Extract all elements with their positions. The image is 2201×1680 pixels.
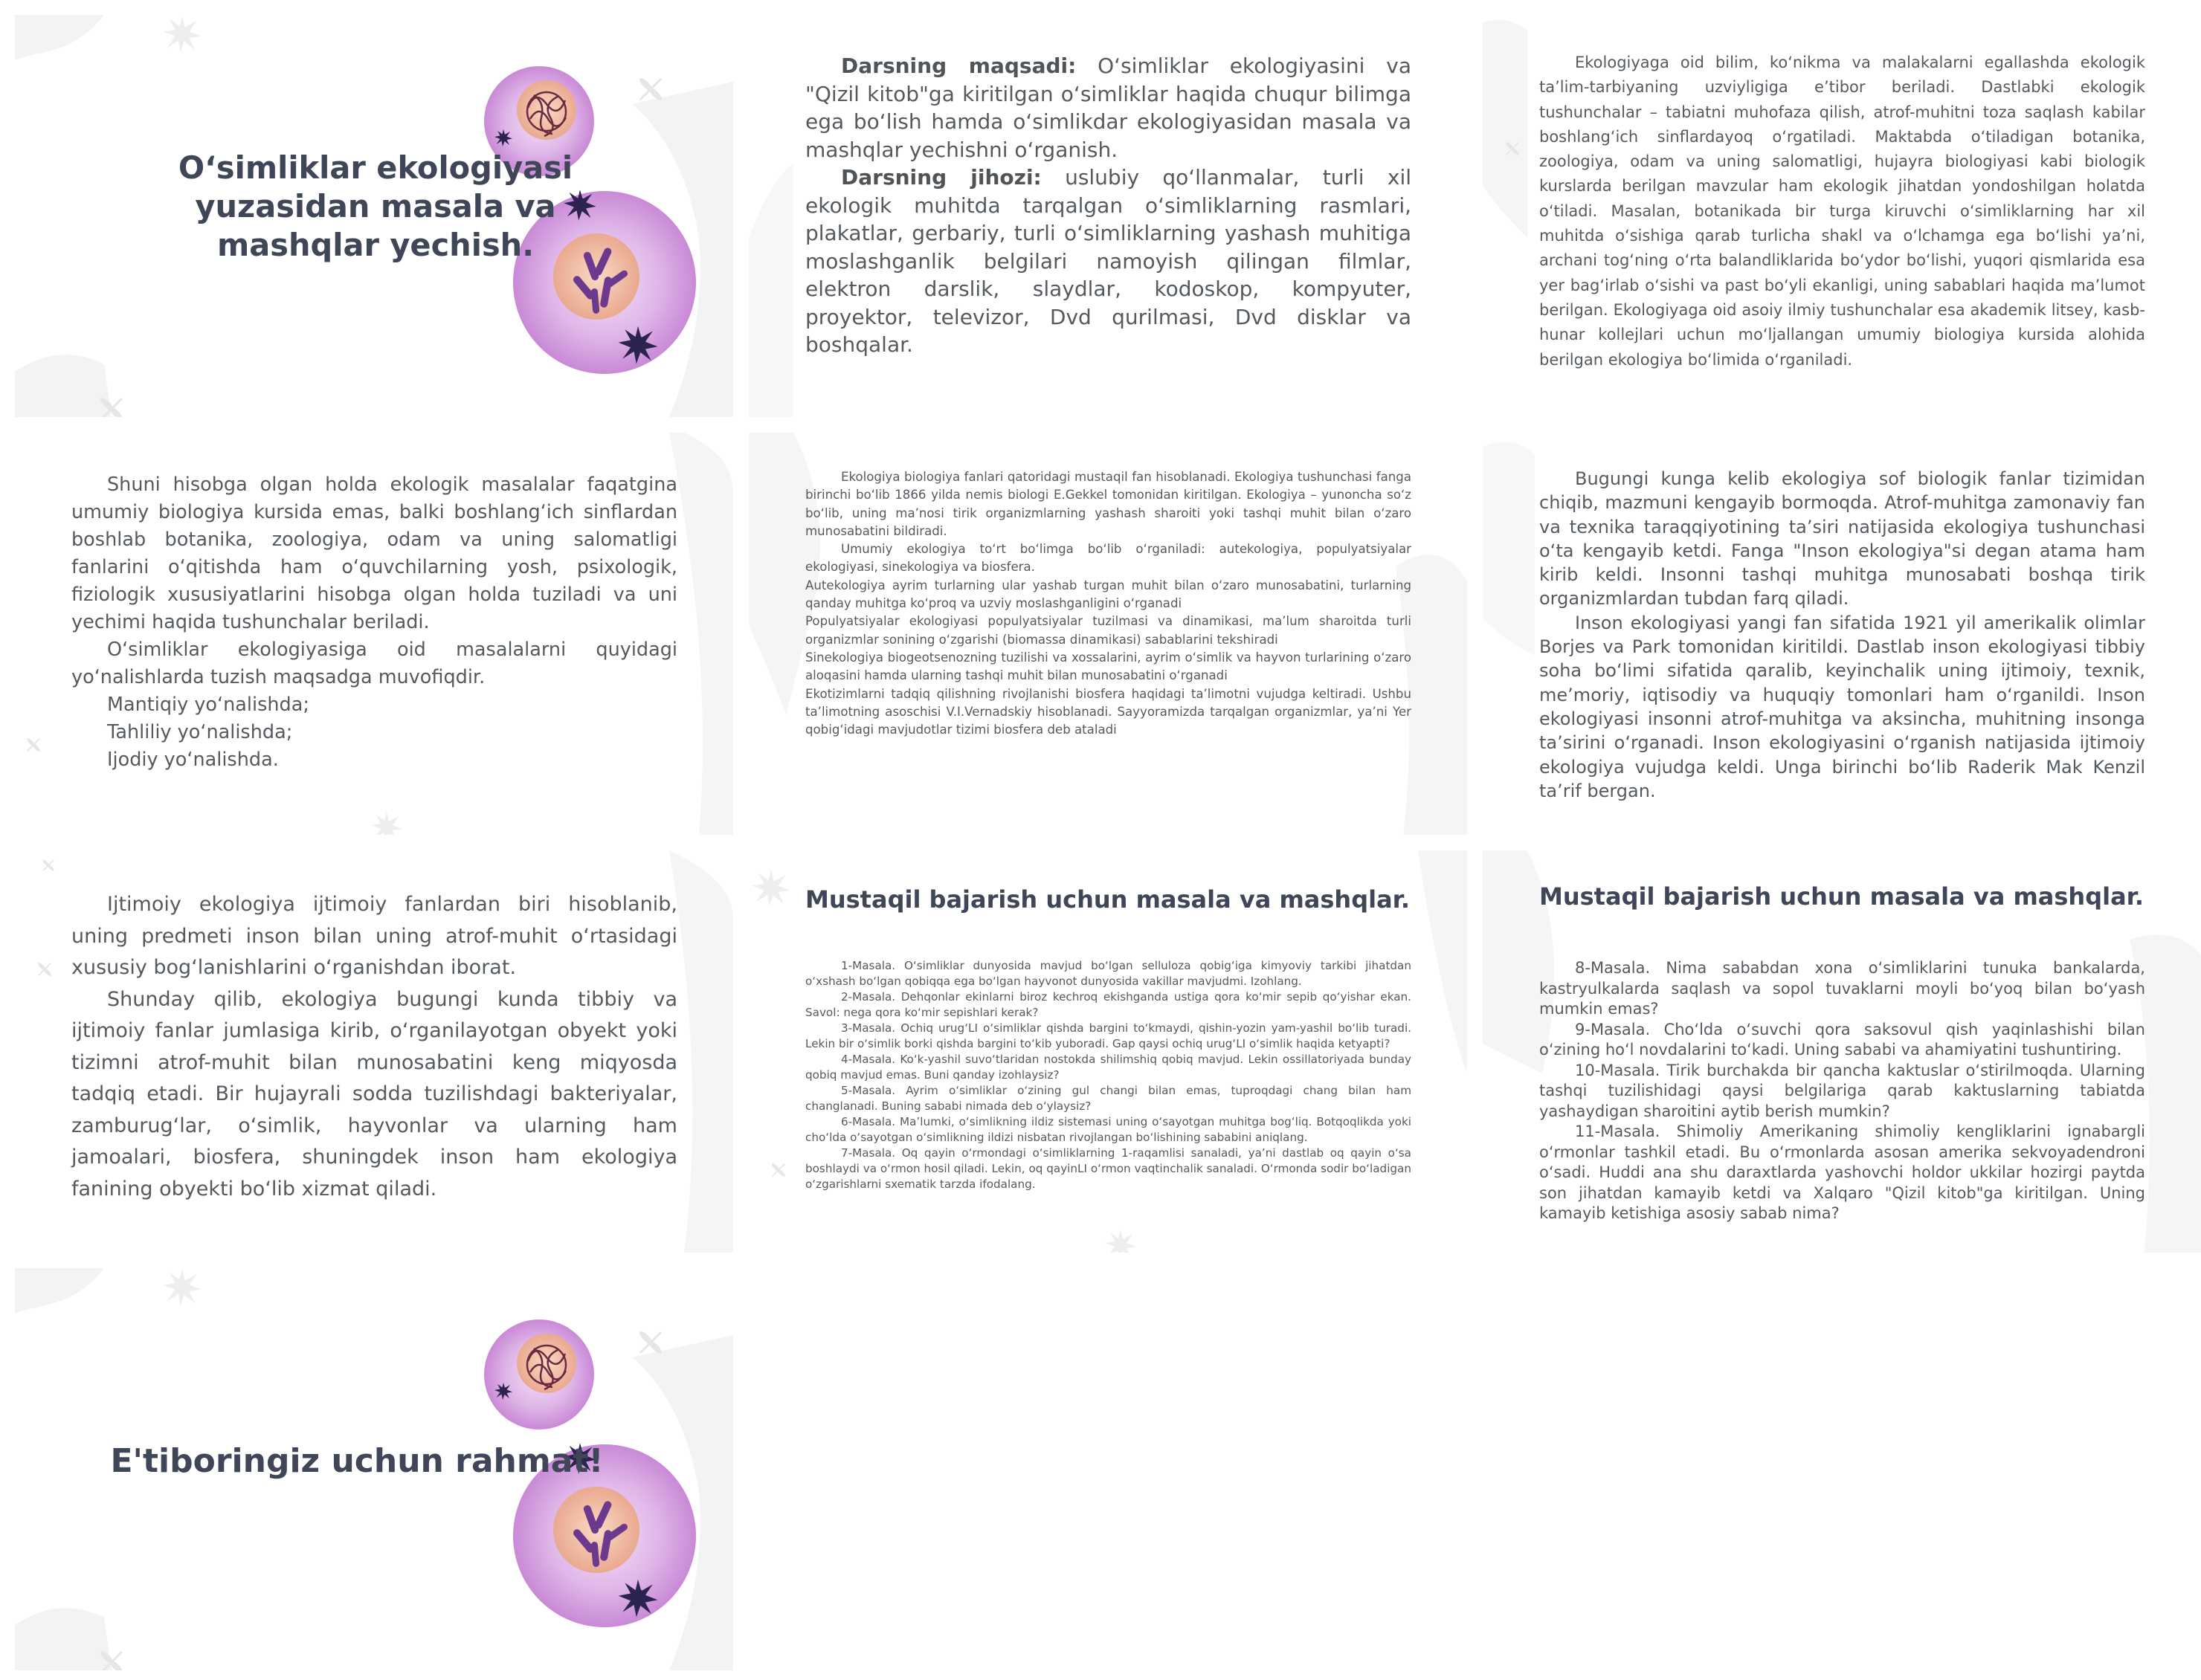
exercise-11: 11-Masala. Shimoliy Amerikaning shimoliy kengliklarini ignabargli o‘rmonlar tashkil etadi. Bu o‘rmonlarda asosan amerika sekvoyadendroni o‘sadi. Huddi ana shu daraxtlarda yashovchi holdor ukkilar hozirgi paytda son jihatdan kamayib ketdi va Xalqaro "Qizil kitob"ga kiritilgan. Uning kamayib ketishiga asosiy sabab nima? [1539, 1122, 2145, 1222]
slide-ecology-branches [749, 433, 1467, 835]
exercise-8: 8-Masala. Nima sababdan xona o‘simliklarini tunuka bankalarda, kastryulkalarda saqlash va sopol tuvaklarni moyli bo‘yoq bilan bo‘yash mumkin emas? [1539, 959, 2145, 1018]
slide-thanks [15, 1268, 733, 1670]
lesson-goal-label: Darsning maqsadi: [841, 54, 1077, 78]
paragraph: Sinekologiya biogeotsenozning tuzilishi va xossalarini, ayrim o‘simlik va hayvon turlarining o‘zaro aloqasini hamda ularning tashqi muhit bilan munosabatini o‘rganadi [805, 650, 1411, 683]
paragraph: Umumiy ekologiya to‘rt bo‘limga bo‘lib o‘rganiladi: autekologiya, populyatsiyalar ekologiyasi, sinekologiya va biosfera. [805, 542, 1411, 575]
exercise-5: 5-Masala. Ayrim o‘simliklar o‘zining gul changi bilan emas, tuproqdagi chang bilan ham changlanadi. Buning sababi nimada deb o‘ylaysiz? [805, 1084, 1411, 1113]
paragraph: Ijtimoiy ekologiya ijtimoiy fanlardan biri hisoblanib, uning predmeti inson bilan uning atrof-muhit o‘rtasidagi xususiy bog‘lanishlarini o‘rganishdan iborat. [71, 893, 677, 979]
slide-title [15, 15, 733, 417]
lesson-equipment [805, 164, 1411, 359]
paragraph: Populyatsiyalar ekologiyasi populyatsiyalar tuzilmasi va dinamikasi, ma’lum sharoitda turli organizmlar sonining o‘zgarishi (biomassa dinamikasi) sabablarini tekshiradi [805, 614, 1411, 647]
exercises-heading: Mustaqil bajarish uchun masala va mashqlar. [1539, 882, 2144, 911]
lesson-equipment-label: Darsning jihozi: [841, 165, 1042, 190]
exercise-4: 4-Masala. Ko‘k-yashil suvo‘tlaridan nostokda shilimshiq qobiq mavjud. Lekin ossillatoriyada bunday qobiq mavjud emas. Buni qanday izohlaysiz? [805, 1053, 1411, 1082]
exercise-9: 9-Masala. Cho‘lda o‘suvchi qora saksovul qish yaqinlashishi bilan o‘zining ho‘l novdalarini to‘kadi. Uning sababi va ahamiyatini tushuntiring. [1539, 1020, 2145, 1059]
direction-logical: Mantiqiy yo‘nalishda; [107, 694, 309, 716]
exercise-7: 7-Masala. Oq qayin o‘rmondagi o‘simliklarning 1-raqamlisi sanaladi, ya’ni dastlab oq qayin o‘sa boshlaydi va o‘rmon hosil qiladi. Lekin, oq qayinLI o‘rmon vaqtinchalik sanaladi. O‘rmonda sodir bo‘ladigan o‘zgarishlarni sxematik tarzda ifodalang. [805, 1146, 1411, 1191]
exercise-6: 6-Masala. Ma’lumki, o‘simlikning ildiz sistemasi uning o‘sayotgan muhitga bog‘liq. Botqoqlikda yoki cho‘lda o‘sayotgan o‘simlikning ildizi nisbatan rivojlangan bo‘lishining sababini aniqlang. [805, 1115, 1411, 1144]
slide-title-text: O‘simliklar ekologiyasi yuzasidan masala va mashqlar yechish. [178, 149, 573, 263]
paragraph: Shunday qilib, ekologiya bugungi kunda tibbiy va ijtimoiy fanlar jumlasiga kirib, o‘rganilayotgan obyekt yoki tizimni atrof-muhit bilan munosabatini keng miqyosda tadqiq etadi. Bir hujayrali sodda tuzilishdagi bakteriyalar, zamburug‘lar, o‘simlik, hayvonlar va ularning ham jamoalari, biosfera, shuningdek inson ham ekologiya fanining obyekti bo‘lib xizmat qiladi. [71, 987, 677, 1201]
paragraph: Inson ekologiyasi yangi fan sifatida 1921 yil amerikalik olimlar Borjes va Park tomonidan kiritildi. Dastlab inson ekologiyasi tibbiy soha bo‘limi sifatida qaralib, keyinchalik uning ijtimoiy, texnik, me’moriy, iqtisodiy va huquqiy tomonlari ham o‘rganildi. Inson ekologiyasi insonni atrof-muhitga va aksincha, muhitning insonga ta’sirini o‘rganadi. Inson ekologiyasini o‘rganish natijasida ijtimoiy ekologiya vujudga keldi. Unga birinchi bo‘lib Raderik Mak Kenzil ta’rif bergan. [1539, 612, 2145, 801]
direction-creative: Ijodiy yo‘nalishda. [107, 749, 279, 771]
paragraph: Shuni hisobga olgan holda ekologik masalalar faqatgina umumiy biologiya kursida emas, balki boshlang‘ich sinflardan boshlab botanika, zoologiya, odam va uning salomatligi fanlarini o‘qitishda ham o‘quvchilarning yosh, psixologik, fiziologik xususiyatlarini hisobga olgan holda tuziladi va uni yechimi haqida tushunchalar beriladi. [71, 474, 677, 633]
paragraph: Ekologiyaga oid bilim, ko‘nikma va malakalarni egallashda ekologik ta’lim-tarbiyaning uzviyligiga e’tibor beriladi. Dastlabki ekologik tushunchalar – tabiatni muhofaza qilish, atrof-muhitni toza saqlash kabilar boshlang‘ich sinflardayoq o‘rgatiladi. Maktabda o‘tiladigan botanika, zoologiya, odam va uning salomatligi, hujayra biologiyasi kabi biologik kurslarda berilgan mavzular ham ekologik jihatdan yondoshilgan holatda o‘tiladi. Masalan, botanikada bir turga kiruvchi o‘simliklarning har xil muhitda o‘sishiga qarab turlicha shakl va o‘lchamga ega bo‘lishi ya’ni, archani tog‘ning o‘rta balandliklarida bo‘ydor bo‘lishi, yuqori qismlarida esa yer bag‘irlab o‘sishi va past bo‘yli ekanligi, uning sabablari haqida ma’lumot berilgan. Ekologiyaga oid asoiy ilmiy tushunchalar esa akademik litsey, kasb-hunar kollejlari uchun mo‘ljallangan umumiy biologiya kursida alohida berilgan ekologiya bo‘limida o‘rganiladi. [1539, 54, 2145, 369]
paragraph: O‘simliklar ekologiyasiga oid masalalarni quyidagi yo‘nalishlarda tuzish maqsadga muvofiqdir. [71, 639, 677, 688]
paragraph: Autekologiya ayrim turlarning ular yashab turgan muhit bilan o‘zaro munosabatini, turlarning qanday muhitga ko‘proq va uzviy moslashganligini o‘rganadi [805, 578, 1411, 611]
paragraph: Ekotizimlarni tadqiq qilishning rivojlanishi biosfera haqidagi ta’limotni vujudga keltiradi. Ushbu ta’limotning asoschisi V.I.Vernadskiy hisoblanadi. Sayyoramizda tarqalgan organizmlar, ya’ni Yer qobig‘idagi mavjudotlar tizimi biosfera deb ataladi [805, 686, 1411, 737]
lesson-goal-text: O‘simliklar ekologiyasini va "Qizil kitob"ga kiritilgan o‘simliklar haqida chuqur bilimga ega bo‘lish hamda o‘simlikdar ekologiyasidan masala va mashqlar yechishni o‘rganish. [805, 54, 1411, 162]
paragraph: Bugungi kunga kelib ekologiya sof biologik fanlar tizimidan chiqib, mazmuni kengayib bormoqda. Atrof-muhitga zamonaviy fan va texnika taraqqiyotining ta’siri natijasida ekologiya tushunchasi o‘ta kengayib ketdi. Fanga "Inson ekologiya"si degan atama ham kirib keldi. Insonni tashqi muhitga munosabati boshqa tirik organizmlardan tubdan farq qiladi. [1539, 468, 2145, 610]
slide-social-ecology [15, 850, 733, 1253]
slide-exercises-1 [749, 850, 1467, 1253]
direction-analytical: Tahliliy yo‘nalishda; [107, 721, 293, 743]
exercise-3: 3-Masala. Ochiq urug‘LI o‘simliklar qishda bargini to‘kmaydi, qishin-yozin yam-yashil bo‘lib turadi. Lekin bir o‘simlik borki qishda bargini to‘kib yuboradi. Gap qaysi ochiq urug‘LI o‘simlik haqida ketyapti? [805, 1021, 1411, 1050]
thanks-text: E'tiboringiz uchun rahmat! [110, 1442, 604, 1480]
paragraph: Ekologiya biologiya fanlari qatoridagi mustaqil fan hisoblanadi. Ekologiya tushunchasi fanga birinchi bo‘lib 1866 yilda nemis biologi E.Gekkel tomonidan kiritilgan. Ekologiya – yunoncha so‘z bo‘lib, uning ma’nosi tirik organizmlarning yashash sharoiti yoki tashqi muhit bilan o‘zaro munosabatini bildiradi. [805, 470, 1411, 538]
lesson-goal [805, 52, 1411, 164]
lesson-equipment-text: uslubiy qo‘llanmalar, turli xil ekologik muhitda tarqalgan o‘simliklarning rasmlari, plakatlar, gerbariy, turli o‘simliklarning yashash muhitiga moslashganlik belgilari namoyish qilingan filmlar, elektron darslik, slaydlar, kodoskop, kompyuter, proyektor, televizor, Dvd qurilmasi, Dvd disklar va boshqalar. [805, 165, 1411, 357]
slide-human-ecology [1483, 433, 2201, 835]
slide-goals [749, 15, 1467, 417]
exercise-1: 1-Masala. O‘simliklar dunyosida mavjud bo‘lgan selluloza qobig‘iga kimyoviy tarkibi jihatdan o‘xshash bo‘lgan qobiqqa ega bo‘lgan hayvonot dunyosida vakillar mavjudmi. Izohlang. [805, 959, 1411, 988]
slide-problem-directions [15, 433, 733, 835]
exercise-2: 2-Masala. Dehqonlar ekinlarni biroz kechroq ekishganda ustiga qora ko‘mir sepib qo‘yishar ekan. Savol: nega qora ko‘mir sepishlari kerak? [805, 990, 1411, 1019]
exercise-10: 10-Masala. Tirik burchakda bir qancha kaktuslar o‘stirilmoqda. Ularning tashqi tuzilishidagi qaysi belgilariga qarab kaktuslarning tabiatda yashaydigan sharoitini aytib berish mumkin? [1539, 1061, 2145, 1120]
slide-ecology-knowledge [1483, 15, 2201, 417]
slide-exercises-2 [1483, 850, 2201, 1253]
exercises-heading: Mustaqil bajarish uchun masala va mashqlar. [805, 885, 1411, 914]
